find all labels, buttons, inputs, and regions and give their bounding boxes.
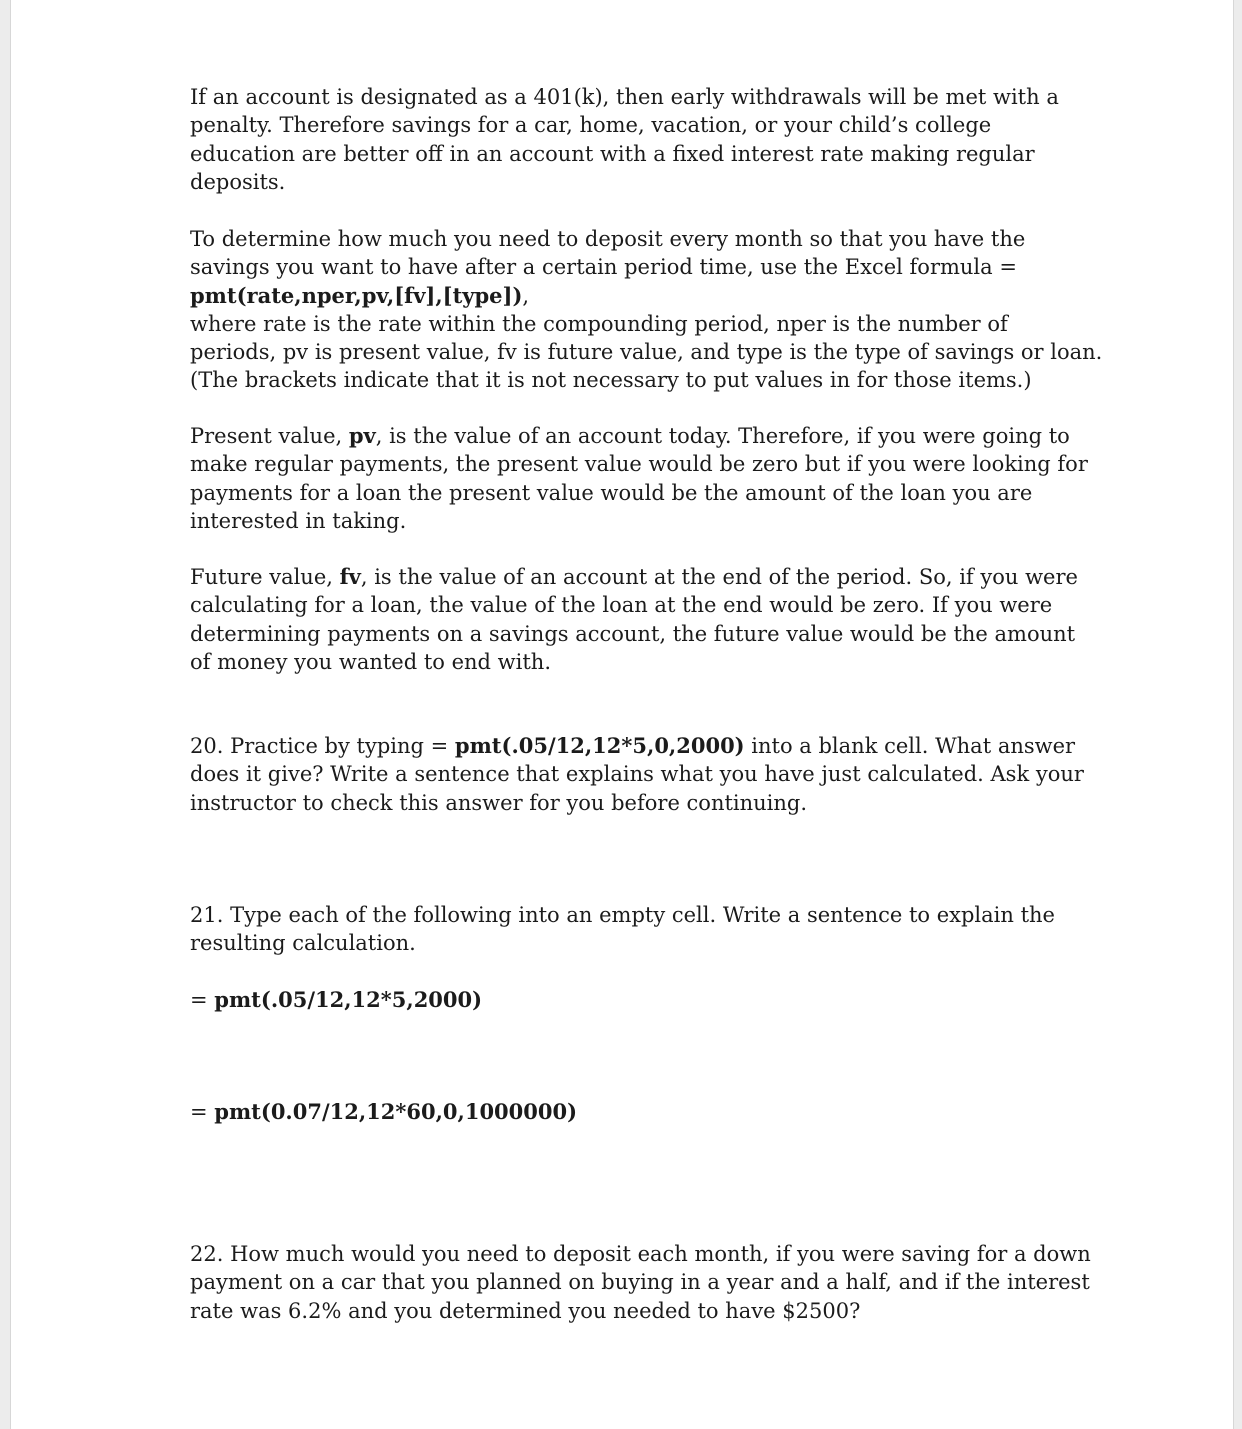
text-fragment: , is the value of an account at the end of the period. So, if you were	[360, 565, 1078, 589]
text-line: education are better off in an account with a fixed interest rate making regular	[190, 141, 1035, 166]
text-line: If an account is designated as a 401(k), then early withdrawals will be met with a	[190, 85, 1059, 109]
equals-sign: =	[190, 988, 215, 1012]
text-line	[190, 422, 1070, 450]
paragraph-pmt-formula	[190, 225, 1103, 395]
text-line: To determine how much you need to deposit every month so that you have the	[190, 227, 1026, 251]
text-line: (The brackets indicate that it is not necessary to put values in for those items.)	[190, 368, 1032, 393]
text-line	[190, 732, 1076, 760]
paragraph-401k	[190, 83, 1070, 196]
text-line: instructor to check this answer for you before continuing.	[190, 790, 808, 815]
question-21-formula-1	[190, 986, 1070, 1014]
text-line: rate was 6.2% and you determined you needed to have $2500?	[190, 1298, 861, 1323]
text-fragment: Present value,	[190, 424, 349, 448]
paragraph-present-value	[190, 422, 1088, 535]
text-fragment: 20. Practice by typing =	[190, 734, 455, 758]
formula-line	[190, 986, 1070, 1014]
text-line: savings you want to have after a certain period time, use the Excel formula =	[190, 255, 1017, 280]
text-line: resulting calculation.	[190, 931, 416, 956]
equals-sign: =	[190, 1100, 215, 1124]
text-line: 21. Type each of the following into an empty cell. Write a sentence to explain the	[190, 903, 1055, 927]
text-fragment: , is the value of an account today. Therefore, if you were going to	[375, 424, 1070, 448]
text-line: where rate is the rate within the compounding period, nper is the number of	[190, 311, 1008, 336]
text-line	[190, 563, 1078, 591]
question-21-formula-2	[190, 1098, 1070, 1126]
formula-suffix: ,	[522, 283, 530, 308]
term-pv: pv	[348, 423, 376, 448]
text-line: determining payments on a savings account, the future value would be the amount	[190, 621, 1076, 646]
text-line: penalty. Therefore savings for a car, home, vacation, or your child’s college	[190, 113, 992, 138]
text-line: payment on a car that you planned on buying in a year and a half, and if the interest	[190, 1270, 1090, 1295]
pmt-formula: pmt(rate,nper,pv,[fv],[type])	[190, 282, 523, 308]
document-page	[10, 0, 1234, 1429]
text-line: deposits.	[190, 169, 286, 194]
text-fragment: Future value,	[190, 565, 340, 589]
text-line: does it give? Write a sentence that explains what you have just calculated. Ask your	[190, 762, 1084, 787]
question-22	[190, 1240, 1091, 1325]
text-line: periods, pv is present value, fv is future value, and type is the type of savings or loan.	[190, 340, 1103, 365]
q21-formula-1: pmt(.05/12,12*5,2000)	[214, 987, 483, 1012]
q21-formula-2: pmt(0.07/12,12*60,0,1000000)	[214, 1099, 578, 1124]
formula-line	[190, 1098, 1070, 1126]
question-21	[190, 901, 1070, 958]
text-line: make regular payments, the present value would be zero but if you were looking for	[190, 452, 1088, 477]
text-line: 22. How much would you need to deposit each month, if you were saving for a down	[190, 1242, 1091, 1266]
question-20	[190, 732, 1084, 817]
text-fragment: into a blank cell. What answer	[744, 734, 1076, 758]
text-line: calculating for a loan, the value of the loan at the end would be zero. If you were	[190, 593, 1053, 618]
text-line: interested in taking.	[190, 508, 407, 533]
term-fv: fv	[339, 564, 361, 589]
formula-line	[190, 282, 1070, 310]
text-line: of money you wanted to end with.	[190, 649, 552, 674]
text-line: payments for a loan the present value would be the amount of the loan you are	[190, 480, 1033, 505]
paragraph-future-value	[190, 563, 1078, 676]
q20-formula: pmt(.05/12,12*5,0,2000)	[454, 733, 745, 758]
